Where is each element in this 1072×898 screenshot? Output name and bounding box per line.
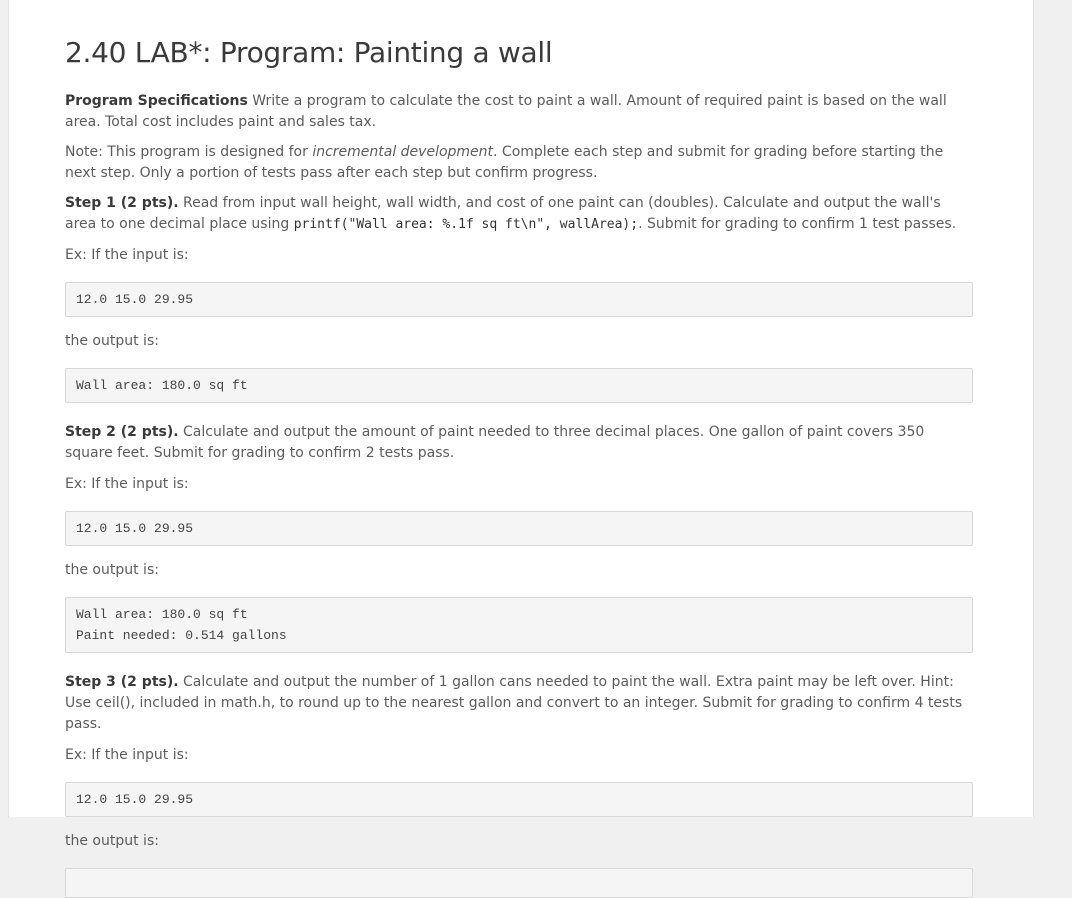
step-1-inline-code: printf("Wall area: %.1f sq ft\n", wallArea); [293, 217, 639, 232]
note-before: Note: This program is designed for [65, 144, 313, 160]
step-1-text: Read from input wall height, wall width, and cost of one paint can (doubles). Calculate and output the wall's area to one decimal place using [65, 195, 941, 232]
step-3-output-label: the output is: [65, 833, 159, 849]
step-2-description [65, 422, 975, 464]
incremental-note [65, 142, 975, 184]
step-3-output-block [65, 868, 973, 898]
page-title: 2.40 LAB*: Program: Painting a wall [65, 36, 553, 69]
step-2-input-block: 12.0 15.0 29.95 [65, 511, 973, 546]
step-3-text: Calculate and output the number of 1 gallon cans needed to paint the wall. Extra paint may be left over. Hint: Use ceil(), included in math.h, to round up to the nearest gallon and convert to an integer. Submit for grading to confirm 4 tests pass. [65, 674, 963, 732]
step-3-label: Step 3 (2 pts). [65, 674, 179, 690]
step-3-input-block: 12.0 15.0 29.95 [65, 782, 973, 817]
step-3-example-label: Ex: If the input is: [65, 747, 189, 763]
step-1-label: Step 1 (2 pts). [65, 195, 179, 211]
step-1-description [65, 193, 975, 235]
step-3-description [65, 672, 975, 735]
lab-page [8, 0, 1034, 849]
step-2-text: Calculate and output the amount of paint needed to three decimal places. One gallon of paint covers 350 square feet. Submit for grading to confirm 2 tests pass. [65, 424, 925, 461]
note-emphasis: incremental development [312, 144, 494, 160]
step-2-output-label: the output is: [65, 562, 159, 578]
step-1-output-label: the output is: [65, 333, 159, 349]
step-1-example-label: Ex: If the input is: [65, 247, 189, 263]
lab-content [65, 0, 975, 898]
step-2-output-block: Wall area: 180.0 sq ft Paint needed: 0.514 gallons [65, 597, 973, 653]
step-1-text-after: . Submit for grading to confirm 1 test passes. [638, 216, 957, 232]
step-2-example-label: Ex: If the input is: [65, 476, 189, 492]
note-after: . Complete each step and submit for grading before starting the next step. Only a portion of tests pass after each step but confirm progress. [65, 144, 944, 181]
page-scroll-gutter[interactable] [1036, 0, 1072, 817]
spec-label: Program Specifications [65, 93, 248, 109]
step-2-label: Step 2 (2 pts). [65, 424, 179, 440]
step-1-output-block: Wall area: 180.0 sq ft [65, 368, 973, 403]
spec-text: Write a program to calculate the cost to paint a wall. Amount of required paint is based on the wall area. Total cost includes paint and sales tax. [65, 93, 947, 130]
step-1-input-block: 12.0 15.0 29.95 [65, 282, 973, 317]
program-specifications [65, 91, 975, 133]
